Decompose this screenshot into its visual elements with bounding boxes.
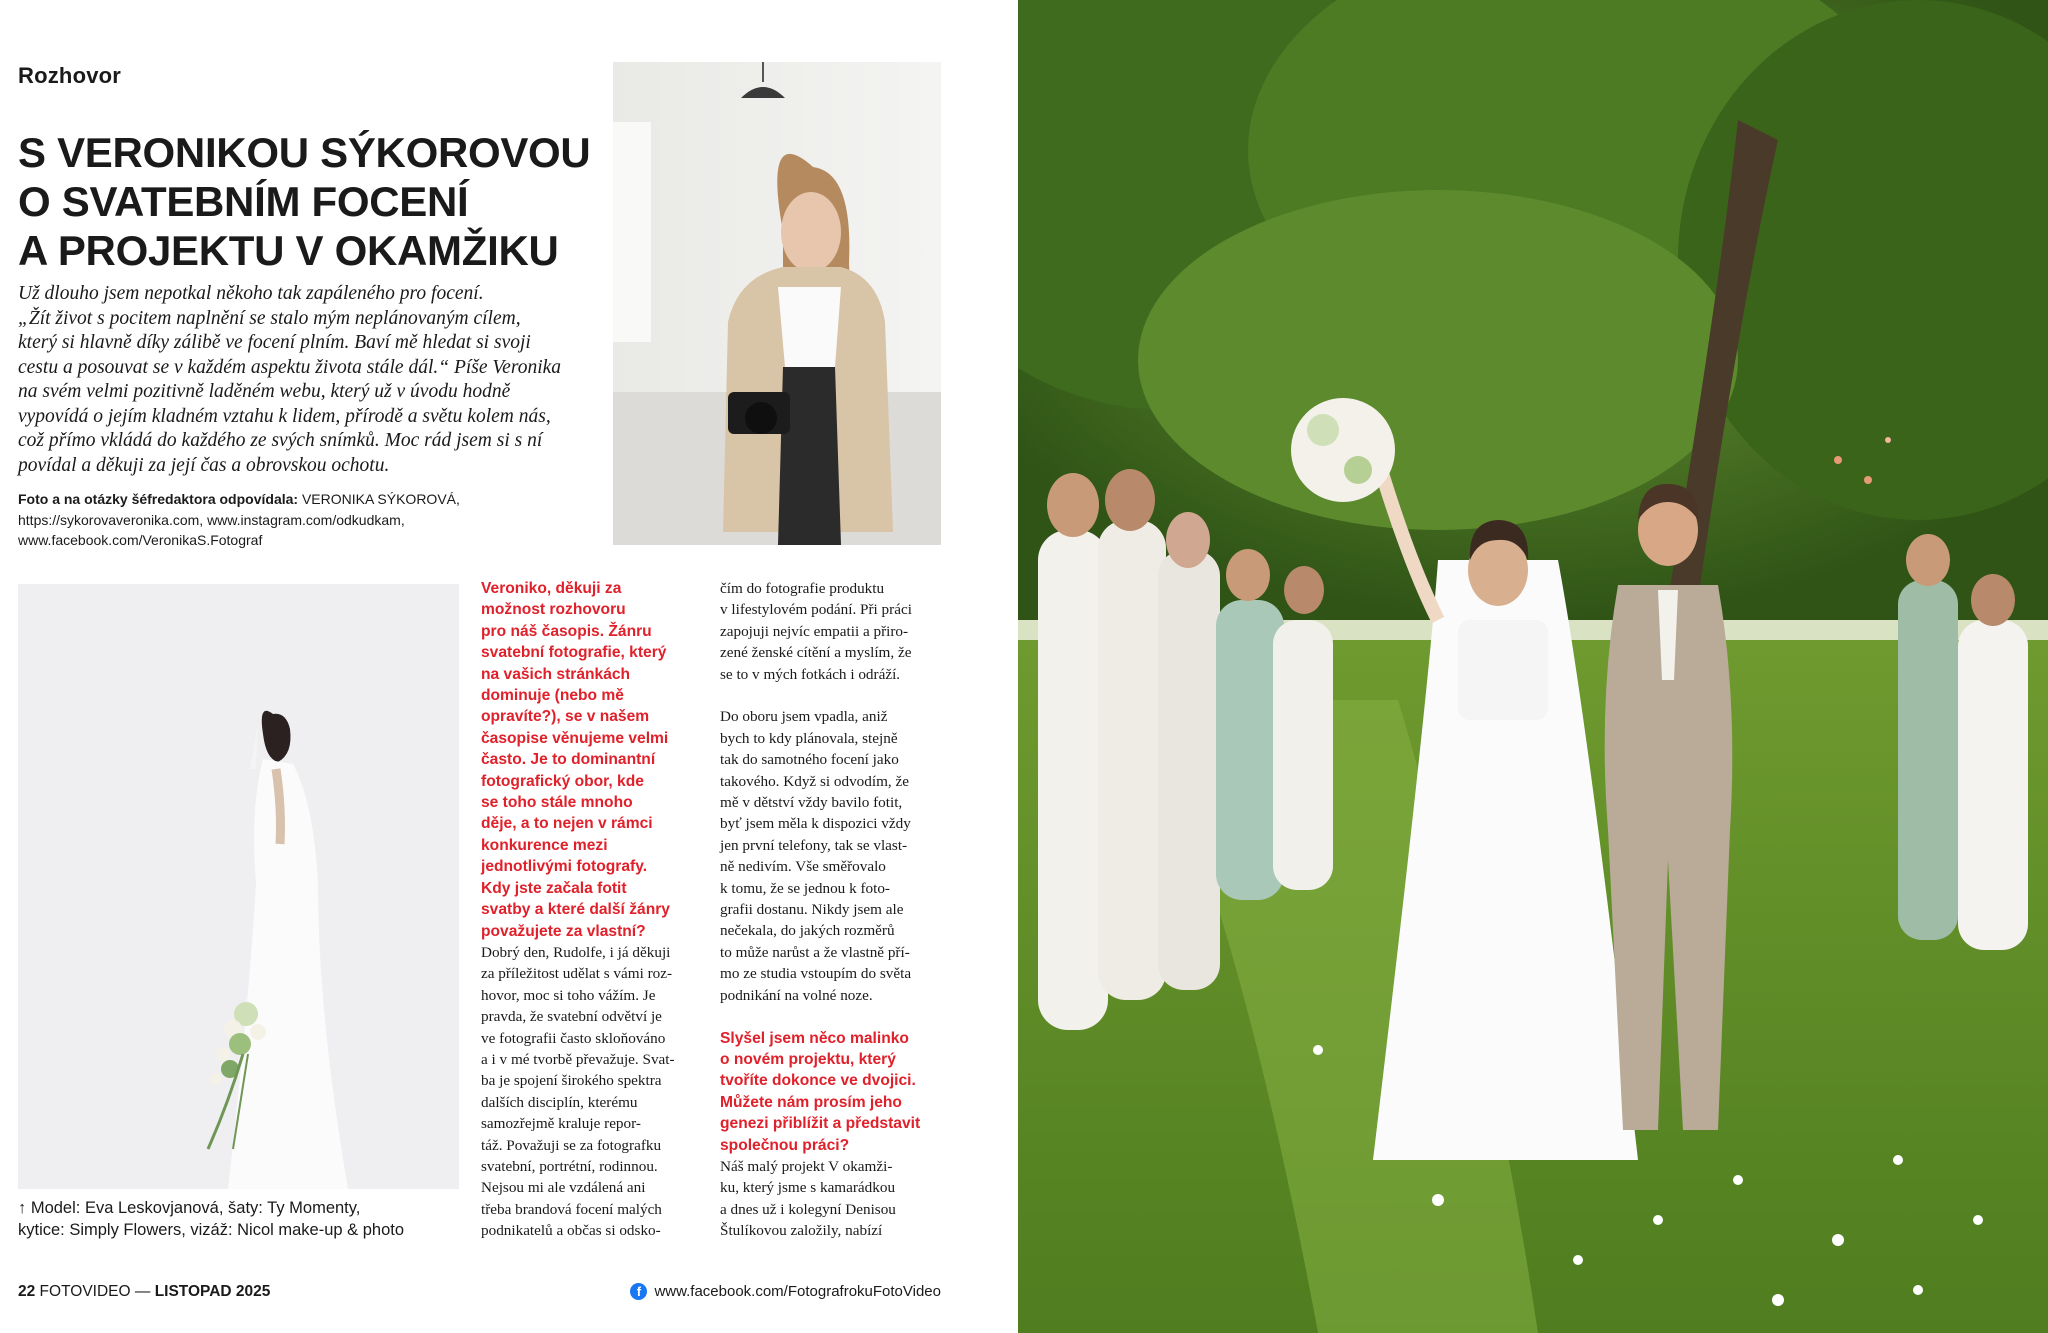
question-line: Veroniko, děkuji za (481, 580, 622, 597)
headline-line: S VERONIKOU SÝKOROVOU (18, 129, 591, 176)
answer-line: byť jsem měla k dispozici vždy (720, 815, 911, 833)
interview-question-1 (481, 578, 699, 942)
answer-line: to může narůst a že vlastně pří- (720, 943, 910, 961)
question-line: pro náš časopis. Žánru (481, 622, 652, 640)
paragraph-gap (720, 685, 945, 706)
interview-question-2 (720, 1028, 945, 1156)
question-line: děje, a to nejen v rámci (481, 815, 653, 833)
answer-line: táž. Považuji se za fotografku (481, 1136, 662, 1154)
answer-line: jen první telefony, tak se vlast- (720, 836, 908, 854)
answer-line: nečekala, do jakých rozměrů (720, 922, 895, 940)
answer-line: hovor, moc si toho vážím. Je (481, 986, 656, 1004)
question-line: konkurence mezi (481, 836, 608, 854)
lead-paragraph (18, 282, 600, 478)
answer-line: ně nedivím. Vše směřovalo (720, 858, 886, 876)
question-line: Můžete nám prosím jeho (720, 1093, 902, 1111)
paragraph-gap (720, 1006, 945, 1027)
lead-line: Už dlouho jsem nepotkal někoho tak zapáleného pro focení. (18, 283, 484, 304)
answer-line: samozřejmě kraluje repor- (481, 1115, 641, 1133)
answer-line: grafii dostanu. Nikdy jsem ale (720, 901, 904, 919)
answer-line: a i v mé tvorbě převažuje. Svat- (481, 1050, 675, 1068)
question-line: časopise věnujeme velmi (481, 729, 669, 747)
answer-line: podnikání na volné noze. (720, 986, 873, 1004)
interview-answer-1 (481, 942, 699, 1242)
footer-facebook-link[interactable] (630, 1283, 941, 1300)
interview-answer-1-continued (720, 578, 945, 685)
photographer-portrait-photo (613, 62, 941, 545)
question-line: Kdy jste začala fotit (481, 879, 627, 897)
lead-line: povídal a děkuji za její čas a obrovskou ochotu. (18, 454, 390, 476)
question-line: se toho stále mnoho (481, 794, 633, 812)
article-column-1 (481, 578, 699, 1242)
section-label: Rozhovor (18, 63, 122, 88)
lead-line: na svém velmi pozitivně laděném webu, který už v úvodu hodně (18, 381, 511, 402)
answer-line: Do oboru jsem vpadla, aniž (720, 708, 888, 726)
answer-line: a dnes už i kolegyní Denisou (720, 1200, 896, 1218)
answer-line: tak do samotného focení jako (720, 751, 899, 769)
question-line: společnou práci? (720, 1136, 850, 1154)
answer-line: podnikatelů a občas si odsko- (481, 1222, 661, 1240)
credit-line (18, 489, 608, 510)
left-page (0, 0, 1018, 1333)
answer-line: ku, který jsme s kamarádkou (720, 1179, 896, 1197)
answer-line: mo ze studia vstoupím do světa (720, 965, 912, 983)
answer-line: Náš malý projekt V okamži- (720, 1157, 893, 1175)
magazine-name: FOTOVIDEO (35, 1283, 131, 1300)
facebook-url[interactable]: www.facebook.com/FotografrokuFotoVideo (654, 1283, 941, 1300)
answer-line: ba je spojení širokého spektra (481, 1072, 662, 1090)
credit-facebook-link[interactable]: www.facebook.com/VeronikaS.Fotograf (18, 532, 263, 548)
answer-line: zené ženské cítění a myslím, že (720, 644, 912, 662)
question-line: opravíte?), se v našem (481, 708, 650, 726)
bride-studio-photo (18, 584, 459, 1189)
answer-line: zapojuji nejvíc empatii a přiro- (720, 622, 909, 640)
interview-answer-2 (720, 1156, 945, 1242)
photo-credit (18, 489, 608, 551)
article-column-2 (720, 578, 945, 1242)
answer-line: bych to kdy plánovala, stejně (720, 729, 898, 747)
answer-line: v lifestylovém podání. Při práci (720, 601, 912, 619)
question-line: jednotlivými fotografy. (481, 858, 648, 876)
question-line: genezi přiblížit a představit (720, 1115, 921, 1133)
footer-dash: — (130, 1283, 155, 1300)
answer-line: za příležitost udělat s vámi roz- (481, 965, 673, 983)
answer-line: ve fotografii často skloňováno (481, 1029, 666, 1047)
question-line: často. Je to dominantní (481, 751, 656, 769)
caption-line: kytice: Simply Flowers, vizáž: Nicol make-up & photo (18, 1221, 405, 1239)
question-line: Slyšel jsem něco malinko (720, 1029, 909, 1047)
lead-line: „Žít život s pocitem naplnění se stalo mým neplánovaným cílem, (18, 307, 521, 329)
question-line: fotografický obor, kde (481, 772, 644, 790)
question-line: svatby a které další žánry (481, 901, 670, 919)
answer-line: Dobrý den, Rudolfe, i já děkuji (481, 943, 671, 961)
question-line: tvoříte dokonce ve dvojici. (720, 1072, 916, 1090)
lead-line: což přímo vkládá do každého ze svých snímků. Moc rád jsem si s ní (18, 430, 543, 451)
headline (18, 128, 608, 275)
answer-line: se to v mých fotkách i odráží. (720, 665, 901, 683)
answer-line: k tomu, že se jednou k foto- (720, 879, 890, 897)
answer-line: pravda, že svatební odvětví je (481, 1008, 662, 1026)
answer-line: třeba brandová focení malých (481, 1200, 662, 1218)
answer-line: takového. Když si odvodím, že (720, 772, 909, 790)
question-line: o novém projektu, který (720, 1050, 896, 1068)
credit-label: Foto a na otázky šéfredaktora odpovídala: (18, 491, 299, 507)
credit-links[interactable]: https://sykorovaveronika.com, www.instagram.com/odkudkam, (18, 511, 405, 528)
interview-answer-1-paragraph-2 (720, 706, 945, 1006)
photo-caption (18, 1197, 458, 1241)
lead-line: cestu a posouvat se v každém aspektu života stále dál.“ Píše Veronika (18, 356, 562, 378)
answer-line: mě v dětství vždy bavilo fotit, (720, 794, 903, 812)
question-line: dominuje (nebo mě (481, 687, 624, 705)
question-line: na vašich stránkách (481, 665, 631, 683)
answer-line: svatební, portrétní, rodinnou. (481, 1157, 658, 1175)
page-footer (18, 1283, 270, 1301)
headline-line: A PROJEKTU V OKAMŽIKU (18, 227, 559, 274)
question-line: možnost rozhovoru (481, 601, 626, 619)
wedding-ceremony-photo (1018, 0, 2048, 1333)
answer-line: dalších disciplín, kterému (481, 1093, 638, 1111)
question-line: považujete za vlastní? (481, 922, 646, 940)
answer-line: Štulíkovou založily, nabízí (720, 1222, 883, 1240)
headline-line: O SVATEBNÍM FOCENÍ (18, 178, 469, 225)
page-number: 22 (18, 1283, 36, 1300)
issue-label: LISTOPAD 2025 (154, 1283, 271, 1300)
answer-line: Nejsou mi ale vzdálená ani (481, 1179, 646, 1197)
facebook-icon: f (630, 1283, 647, 1300)
lead-line: vypovídá o jejím kladném vztahu k lidem, přírodě a světu kolem nás, (18, 405, 551, 427)
credit-name: VERONIKA SÝKOROVÁ, (298, 491, 460, 507)
question-line: svatební fotografie, který (481, 644, 667, 662)
lead-line: který si hlavně díky zálibě ve focení plním. Baví mě hledat si svoji (18, 332, 531, 353)
caption-line: ↑ Model: Eva Leskovjanová, šaty: Ty Momenty, (18, 1199, 361, 1217)
answer-line: čím do fotografie produktu (720, 580, 885, 597)
